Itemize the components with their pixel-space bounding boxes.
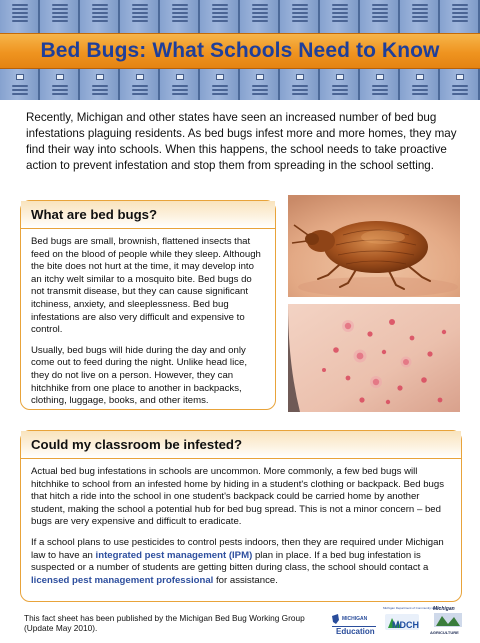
locker-vent bbox=[292, 89, 308, 91]
locker-handle bbox=[336, 74, 344, 80]
locker-vent bbox=[292, 20, 308, 22]
locker-vent bbox=[52, 8, 68, 10]
paragraph-text: If a school plans to use pesticides to control pests indoors, then they are required under Michigan law to have an bbox=[31, 536, 444, 561]
locker-door bbox=[400, 69, 440, 100]
locker-vent bbox=[412, 12, 428, 14]
locker-vent bbox=[372, 20, 388, 22]
locker-vent bbox=[92, 12, 108, 14]
locker-door bbox=[320, 0, 360, 33]
section-classroom-infested bbox=[20, 430, 462, 602]
logo-gov-top: Michigan bbox=[433, 606, 455, 612]
locker-vent bbox=[332, 89, 348, 91]
locker-vent bbox=[252, 20, 268, 22]
locker-vent bbox=[12, 20, 28, 22]
locker-door bbox=[200, 69, 240, 100]
locker-vent bbox=[92, 89, 108, 91]
locker-vent bbox=[292, 16, 308, 18]
logo-mdch-text: MDCH bbox=[392, 620, 419, 630]
section-paragraph: Bed bugs are small, brownish, flattened insects that feed on the blood of people while they sleep. Although the bite does not hurt at the time, it may develop into an itchy welt similar to a mosquito bite. Bed bugs do not transmit disease, but they can cause significant itchiness, anxiety, and sleeplessness. Bed bug infestations are also very difficult and expensive to control. bbox=[31, 236, 261, 336]
locker-vent bbox=[412, 4, 428, 6]
locker-vent bbox=[452, 16, 468, 18]
locker-door bbox=[160, 0, 200, 33]
locker-handle bbox=[96, 74, 104, 80]
locker-vent bbox=[92, 85, 108, 87]
locker-handle bbox=[256, 74, 264, 80]
locker-vent bbox=[132, 85, 148, 87]
locker-vent bbox=[172, 16, 188, 18]
locker-vent bbox=[332, 16, 348, 18]
locker-vent bbox=[212, 16, 228, 18]
logo-mdch-caption: Michigan Department of Community Health bbox=[383, 606, 441, 610]
locker-vent bbox=[132, 16, 148, 18]
locker-vent bbox=[292, 12, 308, 14]
locker-vent bbox=[332, 93, 348, 95]
locker-vent bbox=[292, 4, 308, 6]
locker-vent bbox=[452, 20, 468, 22]
locker-vent bbox=[172, 4, 188, 6]
section-body bbox=[21, 459, 461, 587]
locker-vent bbox=[12, 85, 28, 87]
page-title: Bed Bugs: What Schools Need to Know bbox=[40, 39, 440, 62]
locker-vent bbox=[452, 85, 468, 87]
locker-vent bbox=[332, 8, 348, 10]
logo-edu-bottom: Education bbox=[336, 627, 375, 636]
locker-vent bbox=[412, 85, 428, 87]
locker-handle bbox=[56, 74, 64, 80]
locker-vent bbox=[52, 89, 68, 91]
locker-vent bbox=[12, 89, 28, 91]
locker-vent bbox=[252, 93, 268, 95]
locker-vent bbox=[12, 4, 28, 6]
locker-door bbox=[120, 69, 160, 100]
locker-vent bbox=[212, 93, 228, 95]
locker-vent bbox=[452, 8, 468, 10]
locker-vent bbox=[372, 4, 388, 6]
locker-handle bbox=[296, 74, 304, 80]
locker-vent bbox=[252, 8, 268, 10]
locker-vent bbox=[52, 85, 68, 87]
locker-vent bbox=[372, 93, 388, 95]
locker-vent bbox=[212, 85, 228, 87]
publisher-note: This fact sheet has been published by the Michigan Bed Bug Working Group (Update May 2010). bbox=[24, 613, 305, 634]
locker-vent bbox=[12, 16, 28, 18]
section-paragraph bbox=[31, 537, 451, 587]
paragraph-text: for assistance. bbox=[213, 574, 278, 586]
locker-door bbox=[0, 0, 40, 33]
bite-marks-photo bbox=[288, 304, 460, 412]
locker-handle bbox=[16, 74, 24, 80]
locker-vent bbox=[92, 4, 108, 6]
locker-vent bbox=[12, 8, 28, 10]
locker-door bbox=[360, 0, 400, 33]
locker-vent bbox=[52, 16, 68, 18]
locker-vent bbox=[212, 4, 228, 6]
section-heading: Could my classroom be infested? bbox=[31, 437, 243, 452]
locker-vent bbox=[172, 12, 188, 14]
locker-door bbox=[40, 69, 80, 100]
locker-vent bbox=[292, 93, 308, 95]
locker-vent bbox=[292, 8, 308, 10]
locker-handle bbox=[176, 74, 184, 80]
mdch-logo bbox=[382, 604, 441, 638]
locker-vent bbox=[252, 85, 268, 87]
locker-vent bbox=[372, 89, 388, 91]
locker-handle bbox=[416, 74, 424, 80]
locker-handle bbox=[376, 74, 384, 80]
section-body bbox=[21, 229, 275, 408]
locker-vent bbox=[132, 20, 148, 22]
ipm-link[interactable]: integrated pest management (IPM) bbox=[95, 549, 253, 561]
locker-vent bbox=[212, 20, 228, 22]
locker-vent bbox=[372, 12, 388, 14]
locker-door bbox=[360, 69, 400, 100]
locker-vent bbox=[252, 89, 268, 91]
locker-handle bbox=[136, 74, 144, 80]
section-header bbox=[21, 201, 275, 229]
locker-vent bbox=[132, 12, 148, 14]
locker-vent bbox=[412, 89, 428, 91]
locker-vent bbox=[52, 20, 68, 22]
locker-vent bbox=[412, 20, 428, 22]
locker-door bbox=[80, 69, 120, 100]
locker-door bbox=[440, 0, 480, 33]
section-heading: What are bed bugs? bbox=[31, 207, 158, 222]
locker-vent bbox=[252, 12, 268, 14]
locker-door bbox=[280, 0, 320, 33]
locker-vent bbox=[332, 4, 348, 6]
section-paragraph: Usually, bed bugs will hide during the day and only come out to feed during the night. Unlike head lice, they do not live on a person. However, they can hitchhike from one place to another in backpacks, clothing, luggage, books, and other items. bbox=[31, 344, 247, 407]
paragraph-text: plan in place. If a bed bug infestation is suspected or a number of students are getting bitten during class, the school should contact a bbox=[31, 549, 429, 574]
locker-vent bbox=[332, 85, 348, 87]
locker-vent bbox=[12, 12, 28, 14]
locker-door bbox=[240, 0, 280, 33]
locker-vent bbox=[52, 12, 68, 14]
locker-vent bbox=[212, 89, 228, 91]
locker-vent bbox=[172, 20, 188, 22]
locker-vent bbox=[172, 89, 188, 91]
locker-vent bbox=[172, 85, 188, 87]
locker-vent bbox=[452, 12, 468, 14]
locker-door bbox=[440, 69, 480, 100]
locker-vent bbox=[372, 85, 388, 87]
locker-vent bbox=[452, 89, 468, 91]
locker-vent bbox=[132, 8, 148, 10]
locker-door bbox=[200, 0, 240, 33]
locker-vent bbox=[252, 4, 268, 6]
locker-vent bbox=[412, 16, 428, 18]
locker-handle bbox=[216, 74, 224, 80]
section-paragraph: Actual bed bug infestations in schools are uncommon. More commonly, a few bed bugs will hitchhike to school from an infested home by hiding in a student's clothing or backpack. Bed bugs that hitch a ride into the school in one student's backpack could be carried home by another student, making the school a potential hub for bed bug spread. This is not a minor concern – bed bugs are very expensive and difficult to eradicate. bbox=[31, 466, 445, 528]
logo-gov-bottom: AGRICULTURE bbox=[430, 630, 459, 635]
locker-vent bbox=[172, 93, 188, 95]
locker-vent bbox=[52, 93, 68, 95]
locker-vent bbox=[372, 8, 388, 10]
locker-vent bbox=[52, 4, 68, 6]
logo-edu-top: MICHIGAN bbox=[342, 616, 368, 622]
locker-row-bottom bbox=[0, 69, 480, 100]
locker-door bbox=[160, 69, 200, 100]
locker-door bbox=[80, 0, 120, 33]
locker-door bbox=[320, 69, 360, 100]
locker-vent bbox=[172, 8, 188, 10]
locker-handle bbox=[456, 74, 464, 80]
locker-vent bbox=[92, 16, 108, 18]
locker-vent bbox=[412, 8, 428, 10]
intro-paragraph: Recently, Michigan and other states have seen an increased number of bed bug infestations plaguing residents. As bed bugs infest more and more homes, they may find their way into schools. When this happens, the school needs to take proactive action to prevent infestation and stop them from spreading in the school setting. bbox=[26, 111, 457, 172]
locker-vent bbox=[452, 4, 468, 6]
locker-vent bbox=[132, 89, 148, 91]
locker-vent bbox=[12, 93, 28, 95]
locker-door bbox=[280, 69, 320, 100]
section-what-are-bed-bugs bbox=[20, 200, 276, 410]
bed-bug-photo bbox=[288, 195, 460, 297]
locker-row-top bbox=[0, 0, 480, 33]
locker-vent bbox=[132, 93, 148, 95]
title-band bbox=[0, 33, 480, 69]
locker-vent bbox=[212, 8, 228, 10]
locker-vent bbox=[132, 4, 148, 6]
bed-bug-image bbox=[288, 195, 460, 297]
locker-vent bbox=[332, 20, 348, 22]
locker-vent bbox=[332, 12, 348, 14]
locker-banner bbox=[0, 0, 480, 100]
locker-door bbox=[0, 69, 40, 100]
locker-door bbox=[120, 0, 160, 33]
locker-door bbox=[240, 69, 280, 100]
locker-vent bbox=[92, 20, 108, 22]
locker-vent bbox=[292, 85, 308, 87]
locker-vent bbox=[92, 93, 108, 95]
locker-vent bbox=[252, 16, 268, 18]
locker-vent bbox=[412, 93, 428, 95]
locker-door bbox=[400, 0, 440, 33]
locker-vent bbox=[452, 93, 468, 95]
locker-vent bbox=[372, 16, 388, 18]
michigan-agriculture-logo bbox=[428, 604, 468, 638]
michigan-education-logo bbox=[330, 610, 378, 636]
locker-vent bbox=[92, 8, 108, 10]
locker-vent bbox=[212, 12, 228, 14]
locker-door bbox=[40, 0, 80, 33]
bite-marks-image bbox=[288, 304, 460, 412]
section-header bbox=[21, 431, 461, 459]
pest-professional-link[interactable]: licensed pest management professional bbox=[31, 574, 214, 586]
